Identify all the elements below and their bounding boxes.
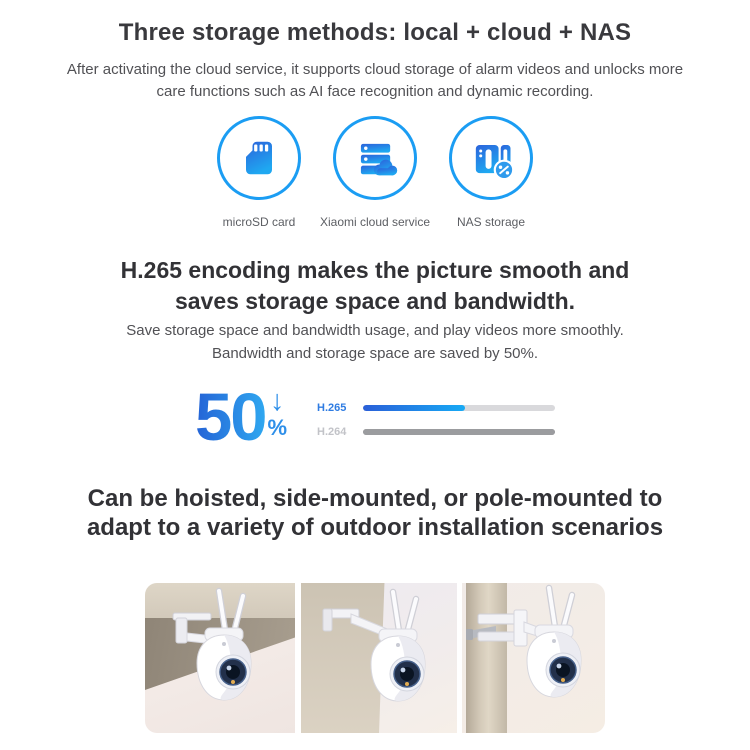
encoding-description-line2: Bandwidth and storage space are saved by 50%. [211,345,539,362]
nas-storage-icon [449,116,533,200]
storage-description-line1: After activating the cloud service, it supports cloud storage of alarm videos and unlocks more [66,61,684,78]
storage-description-line2: care functions such as AI face recognition and dynamic recording. [156,83,594,100]
side-mounted-camera-photo [301,583,457,733]
storage-section-description [0,59,750,103]
h264-bar-row [317,422,555,442]
encoding-description-line1: Save storage space and bandwidth usage, and play videos more smoothly. [126,322,624,339]
savings-unit-column [267,385,288,440]
side-mounted-camera-illustration [301,583,457,733]
storage-methods-row [0,116,750,229]
encoding-section-description [0,319,750,365]
storage-method-microsd [201,116,317,229]
storage-method-label: NAS storage [456,215,526,229]
storage-method-label: Xiaomi cloud service [319,215,431,229]
percent-sign: % [267,415,288,440]
savings-percent-value: 50 [194,380,266,455]
storage-section-title: Three storage methods: local + cloud + NAS [118,19,632,46]
storage-method-cloud [317,116,433,229]
mounting-title-line1: Can be hoisted, side-mounted, or pole-mounted to [87,485,663,512]
h264-bar-label: H.264 [317,426,347,438]
hoisted-camera-illustration [145,583,295,733]
xiaomi-cloud-service-icon [333,116,417,200]
storage-method-nas [433,116,549,229]
pole-mounted-camera-photo [462,583,605,733]
h265-bar-fill [363,405,465,411]
h265-bar-row [317,398,555,418]
h265-bar-label: H.265 [317,402,347,414]
savings-stat-block [0,380,750,455]
h264-bar-track [363,429,555,435]
hoisted-camera-photo [145,583,295,733]
pole-mounted-camera-illustration [462,583,605,733]
storage-method-label: microSD card [222,215,296,229]
microsd-card-icon [217,116,301,200]
h264-bar-fill [363,429,555,435]
arrow-down-icon: ↓ [270,385,285,417]
codec-comparison-chart [317,398,555,442]
mounting-section-title [0,484,750,542]
encoding-title-line2: saves storage space and bandwidth. [174,288,576,314]
h265-bar-track [363,405,555,411]
mounting-title-line2: adapt to a variety of outdoor installation scenarios [86,514,664,541]
mounting-scenes-row [0,583,750,733]
encoding-title-line1: H.265 encoding makes the picture smooth and [120,257,630,283]
encoding-section-title [0,255,750,317]
